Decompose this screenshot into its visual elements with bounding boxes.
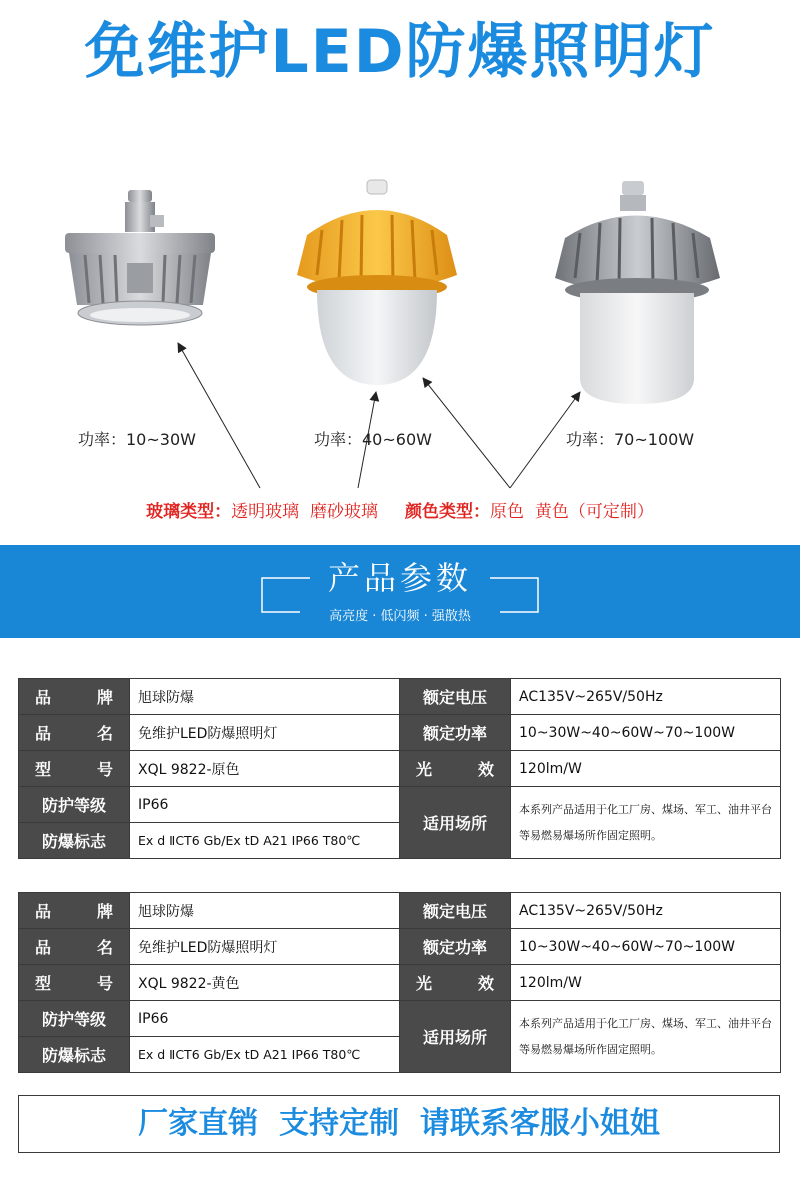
value-voltage: AC135V~265V/50Hz <box>511 679 781 715</box>
spec-table-2 <box>18 892 781 1073</box>
product-wattage-1: 功率：10~30W <box>78 430 196 449</box>
page-title: 免维护LED防爆照明灯 <box>84 17 716 87</box>
label-protection: 防护等级 <box>19 1001 130 1037</box>
table-row <box>19 965 781 1001</box>
value-brand: 旭球防爆 <box>130 679 400 715</box>
color-type-values: 原色 黄色（可定制） <box>490 502 654 522</box>
footer-slogan: 厂家直销 支持定制 请联系客服小姐姐 <box>18 1095 780 1153</box>
label-ex-mark: 防爆标志 <box>19 1037 130 1073</box>
value-model: XQL 9822-原色 <box>130 751 400 787</box>
pointer-arrows <box>0 0 800 545</box>
label-voltage: 额定电压 <box>400 893 511 929</box>
label-model: 型号 <box>19 965 130 1001</box>
label-ex-mark: 防爆标志 <box>19 823 130 859</box>
value-efficacy: 120lm/W <box>511 965 781 1001</box>
value-protection: IP66 <box>130 1001 400 1037</box>
value-voltage: AC135V~265V/50Hz <box>511 893 781 929</box>
value-name: 免维护LED防爆照明灯 <box>130 715 400 751</box>
value-brand: 旭球防爆 <box>130 893 400 929</box>
label-model: 型号 <box>19 751 130 787</box>
value-ex-mark: Ex d ⅡCT6 Gb/Ex tD A21 IP66 T80℃ <box>130 823 400 859</box>
table-row <box>19 893 781 929</box>
table-row <box>19 929 781 965</box>
value-power: 10~30W~40~60W~70~100W <box>511 929 781 965</box>
label-brand: 品牌 <box>19 893 130 929</box>
value-protection: IP66 <box>130 787 400 823</box>
label-name: 品名 <box>19 715 130 751</box>
label-efficacy: 光效 <box>400 751 511 787</box>
label-usage: 适用场所 <box>400 1001 511 1073</box>
value-ex-mark: Ex d ⅡCT6 Gb/Ex tD A21 IP66 T80℃ <box>130 1037 400 1073</box>
label-name: 品名 <box>19 929 130 965</box>
value-usage: 本系列产品适用于化工厂房、煤场、军工、油井平台等易燃易爆场所作固定照明。 <box>511 1001 781 1073</box>
params-banner <box>0 545 800 638</box>
color-type-label: 颜色类型： <box>405 502 491 522</box>
banner-title: 产品参数 <box>327 559 472 597</box>
label-power: 额定功率 <box>400 715 511 751</box>
table-row <box>19 1001 781 1037</box>
value-name: 免维护LED防爆照明灯 <box>130 929 400 965</box>
glass-type-label: 玻璃类型： <box>146 502 232 522</box>
spec-table-1 <box>18 678 781 859</box>
product-wattage-3: 功率：70~100W <box>566 430 695 449</box>
table-row <box>19 751 781 787</box>
value-usage: 本系列产品适用于化工厂房、煤场、军工、油井平台等易燃易爆场所作固定照明。 <box>511 787 781 859</box>
value-model: XQL 9822-黄色 <box>130 965 400 1001</box>
label-voltage: 额定电压 <box>400 679 511 715</box>
label-usage: 适用场所 <box>400 787 511 859</box>
label-efficacy: 光效 <box>400 965 511 1001</box>
table-row <box>19 715 781 751</box>
banner-subtitle: 高亮度 · 低闪频 · 强散热 <box>329 609 471 624</box>
glass-type-values: 透明玻璃 磨砂玻璃 <box>231 502 378 522</box>
product-wattage-2: 功率：40~60W <box>314 430 432 449</box>
value-power: 10~30W~40~60W~70~100W <box>511 715 781 751</box>
label-power: 额定功率 <box>400 929 511 965</box>
table-row <box>19 787 781 823</box>
options-line <box>0 497 800 522</box>
label-brand: 品牌 <box>19 679 130 715</box>
value-efficacy: 120lm/W <box>511 751 781 787</box>
table-row <box>19 679 781 715</box>
label-protection: 防护等级 <box>19 787 130 823</box>
